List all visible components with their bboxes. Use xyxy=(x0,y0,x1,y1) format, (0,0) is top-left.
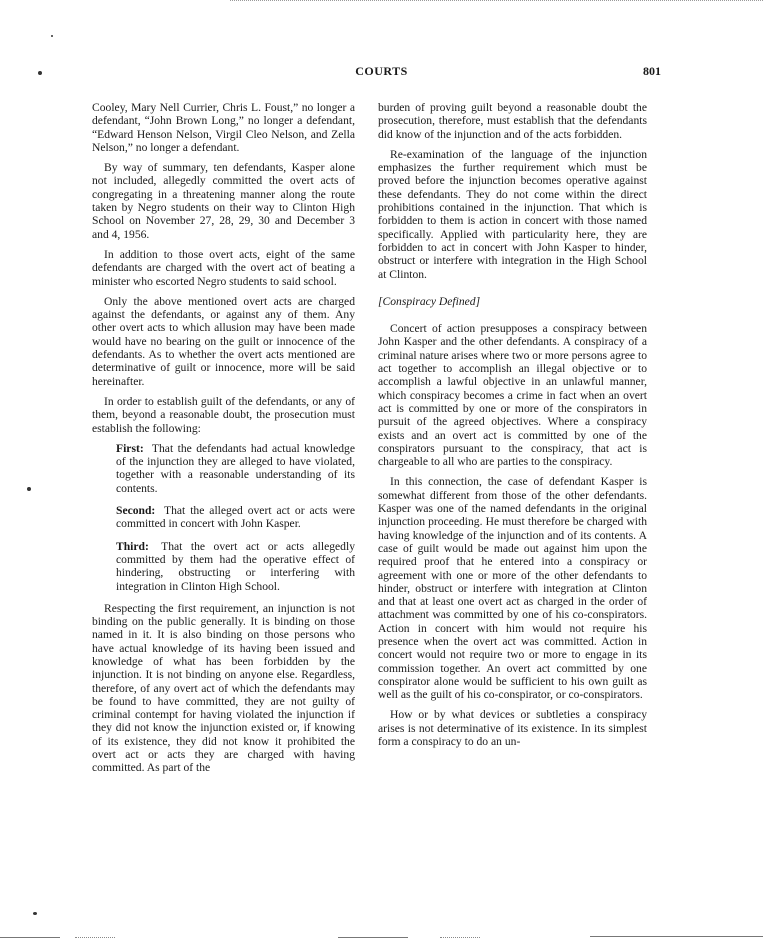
body-paragraph: How or by what devices or subtleties a conspiracy arises is not determinative of its existence. In its simplest form a conspiracy to do an un- xyxy=(378,708,647,749)
bottom-scan-line xyxy=(338,937,408,938)
body-paragraph: In this connection, the case of defendant Kasper is somewhat different from those of the other defendants. Kasper was one of the named defendants in the original injunction proceeding. He must therefore be charged with having knowledge of the injunction and of its contents. A case of guilt would be made out against him upon the required proof that he entered into a conspiracy or agreement with one or more of the other defendants to hinder, obstruct or interfere with integration at Clinton and that at least one overt act as charged in the order of attachment was committed by one of his co-conspirators. Action in concert with him would not require his presence when the overt act was committed. Action in concert would not require two or more to engage in its commission together. An overt act committed by one conspirator alone would be sufficient to his own guilt as well as the guilt of his co-conspirator, or co-conspirators. xyxy=(378,475,647,702)
running-head: COURTS xyxy=(355,64,408,78)
scan-speck xyxy=(33,912,37,915)
requirement-first xyxy=(116,442,355,495)
requirement-label: Second: xyxy=(116,504,156,518)
requirement-label: First: xyxy=(116,441,144,455)
body-paragraph: Only the above mentioned overt acts are charged against the defendants, or against any of them. Any other overt acts to which allusion may have been made would have no bearing on the guilt or innocence of the defendants. As to whether the overt acts mentioned are determinative of guilt or innocence, more will be said hereinafter. xyxy=(92,294,355,388)
requirement-text: That the alleged overt act or acts were committed in concert with John Kasper. xyxy=(116,504,355,531)
top-dotted-border xyxy=(230,0,763,5)
body-paragraph: Re-examination of the language of the injunction emphasizes the further requirement which must be proved before the injunction becomes operative against these defendants. They do not come within the direct prohibitions contained in the injunction. That which is forbidden to them is action in concert with those named specifically. Applied with particularity here, they are forbidden to act in concert with John Kasper to hinder, obstruct or interfere with integration in the High School at Clinton. xyxy=(378,147,647,281)
page-number: 801 xyxy=(643,64,661,78)
body-paragraph: burden of proving guilt beyond a reasonable doubt the prosecution, therefore, must establish that the defendants did know of the injunction and of the acts forbidden. xyxy=(378,101,647,141)
body-paragraph: Cooley, Mary Nell Currier, Chris L. Foust,” no longer a defendant, “John Brown Long,” no longer a defendant, “Edward Henson Nelson, Virgil Cleo Nelson, and Zella Nelson,” no longer a defendant. xyxy=(92,101,355,154)
section-heading: [Conspiracy Defined] xyxy=(378,294,481,308)
body-paragraph: Concert of action presupposes a conspiracy between John Kasper and the other defendants. A conspiracy of a criminal nature arises where two or more persons agree to act together to accomplish an illegal objective or to accomplish a lawful objective in an unlawful manner, which conspiracy becomes a crime in fact when an overt act is committed by one or more of the conspirators in pursuit of the agreed objectives. Where a conspiracy exists and an overt act is committed by one of the conspirators pursuant to the conspiracy, that act is chargeable to all who are parties to the conspiracy. xyxy=(378,322,647,469)
right-column xyxy=(378,101,647,755)
bottom-scan-line xyxy=(0,937,60,938)
left-column xyxy=(92,101,355,782)
requirement-second xyxy=(116,504,355,531)
scan-speck xyxy=(27,487,31,491)
body-paragraph: Respecting the first requirement, an injunction is not binding on the public generally. It is binding on those named in it. It is also binding on those persons who have actual knowledge of its having been issued and knowledge of what has been forbidden by the injunction. It is not binding on anyone else. Regardless, therefore, of any overt act of which the defendants may be found to have committed, they are not guilty of criminal contempt for having violated the injunction if they did not know the injunction existed or, if knowing of its existence, they did not know it prohibited the overt act or acts they are charged with having committed. As part of the xyxy=(92,601,355,775)
bottom-scan-line xyxy=(590,936,763,937)
body-paragraph: In addition to those overt acts, eight of the same defendants are charged with the overt act of beating a minister who escorted Negro students to said school. xyxy=(92,247,355,288)
scan-speck xyxy=(38,71,42,75)
requirement-third xyxy=(116,540,355,593)
bottom-scan-line xyxy=(75,937,115,938)
body-paragraph: By way of summary, ten defendants, Kasper alone not included, allegedly committed the overt acts of congregating in a threatening manner along the route taken by Negro students on their way to Clinton High School on November 27, 28, 29, 30 and December 3 and 4, 1956. xyxy=(92,161,355,241)
requirement-label: Third: xyxy=(116,539,149,553)
bottom-scan-line xyxy=(440,937,480,938)
requirement-text: That the defendants had actual knowledge of the injunction they are alleged to have violated, together with a reasonable understanding of its contents. xyxy=(116,441,355,495)
scan-speck xyxy=(51,35,53,37)
requirement-text: That the overt act or acts allegedly committed by them had the operative effect of hindering, obstructing or interfering with integration in Clinton High School. xyxy=(116,539,355,593)
page-header xyxy=(0,64,763,80)
body-paragraph: In order to establish guilt of the defendants, or any of them, beyond a reasonable doubt, the prosecution must establish the following: xyxy=(92,394,355,435)
